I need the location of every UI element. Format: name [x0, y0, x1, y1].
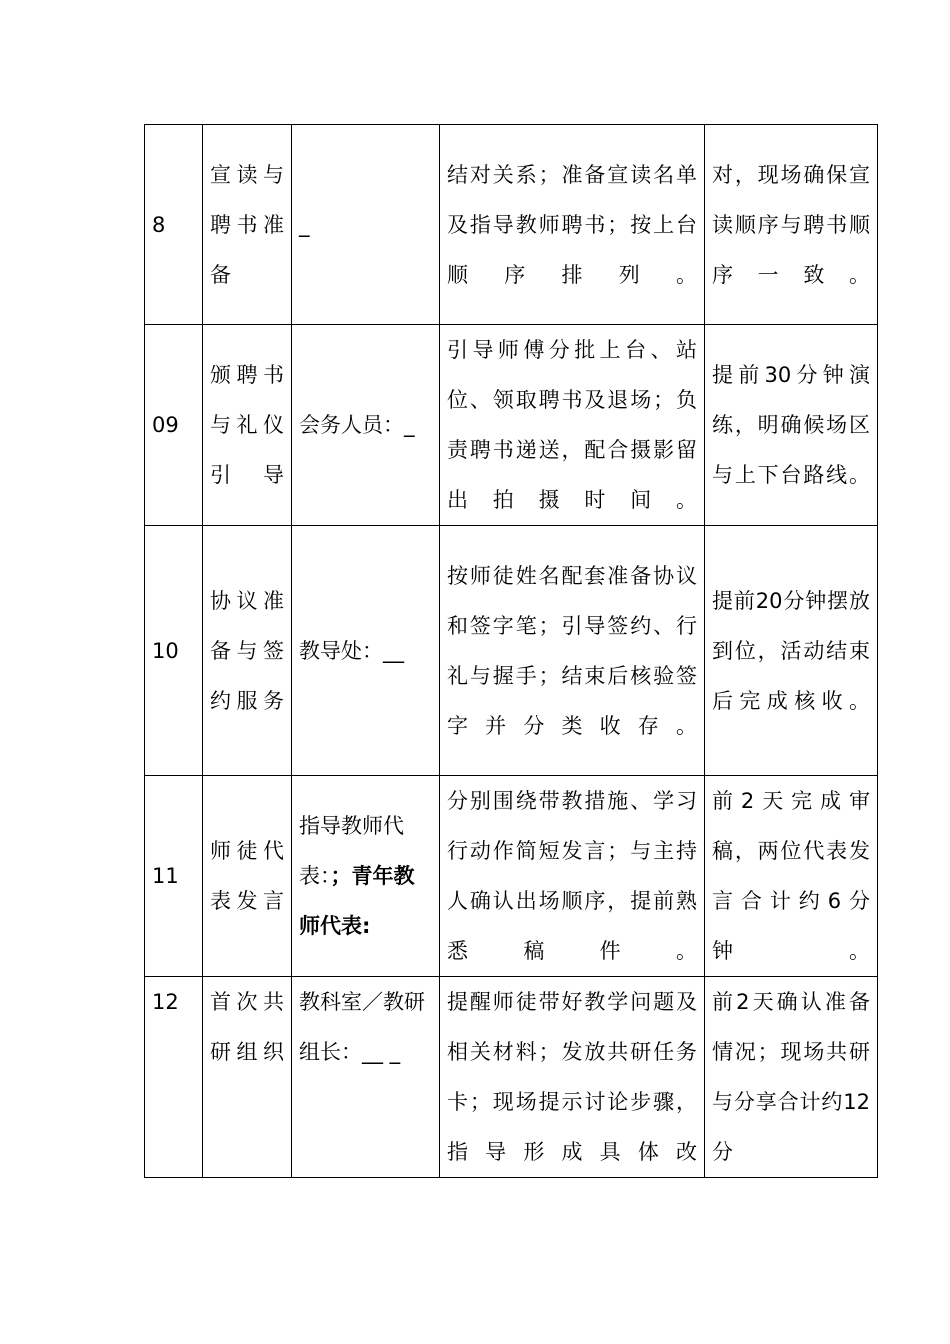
table-row [145, 526, 878, 776]
person-text: _ [299, 212, 310, 237]
item-cell: 协议准备与签约服务 [203, 526, 292, 776]
person-text-bold: ；青年教师代表: [299, 864, 415, 938]
person-cell [292, 526, 440, 776]
person-cell [292, 125, 440, 325]
row-number: 11 [145, 776, 203, 977]
note-cell: 提前30分钟演练，明确候场区与上下台路线。 [705, 325, 878, 526]
note-cell: 前2天完成审稿，两位代表发言合计约6分钟。 [705, 776, 878, 977]
person-cell [292, 977, 440, 1178]
person-text: 教科室／教研组长：__ _ [299, 990, 425, 1064]
row-number: 09 [145, 325, 203, 526]
table-row [145, 977, 878, 1178]
note-cell: 提前20分钟摆放到位，活动结束后完成核收。 [705, 526, 878, 776]
table-row [145, 325, 878, 526]
duty-cell: 分别围绕带教措施、学习行动作简短发言；与主持人确认出场顺序，提前熟悉稿件。 [440, 776, 705, 977]
note-cell: 前2天确认准备情况；现场共研与分享合计约12分 [705, 977, 878, 1178]
item-cell: 首次共研组织 [203, 977, 292, 1178]
item-cell: 颁聘书与礼仪引导 [203, 325, 292, 526]
person-cell [292, 325, 440, 526]
item-cell: 宣读与聘书准备 [203, 125, 292, 325]
person-text: 教导处：__ [299, 638, 404, 663]
row-number: 8 [145, 125, 203, 325]
duty-cell: 按师徒姓名配套准备协议和签字笔；引导签约、行礼与握手；结束后核验签字并分类收存。 [440, 526, 705, 776]
person-cell [292, 776, 440, 977]
task-table [144, 124, 878, 1178]
note-cell: 对，现场确保宣读顺序与聘书顺序一致。 [705, 125, 878, 325]
row-number: 12 [145, 977, 203, 1178]
person-text: 会务人员：_ [299, 413, 415, 437]
row-number: 10 [145, 526, 203, 776]
item-cell: 师徒代表发言 [203, 776, 292, 977]
table-row [145, 776, 878, 977]
table-row [145, 125, 878, 325]
duty-cell: 引导师傅分批上台、站位、领取聘书及退场；负责聘书递送，配合摄影留出拍摄时间。 [440, 325, 705, 526]
duty-cell: 提醒师徒带好教学问题及相关材料；发放共研任务卡；现场提示讨论步骤，指导形成具体改 [440, 977, 705, 1178]
duty-cell: 结对关系；准备宣读名单及指导教师聘书；按上台顺序排列。 [440, 125, 705, 325]
person-text: 指导教师代表： [299, 814, 404, 888]
